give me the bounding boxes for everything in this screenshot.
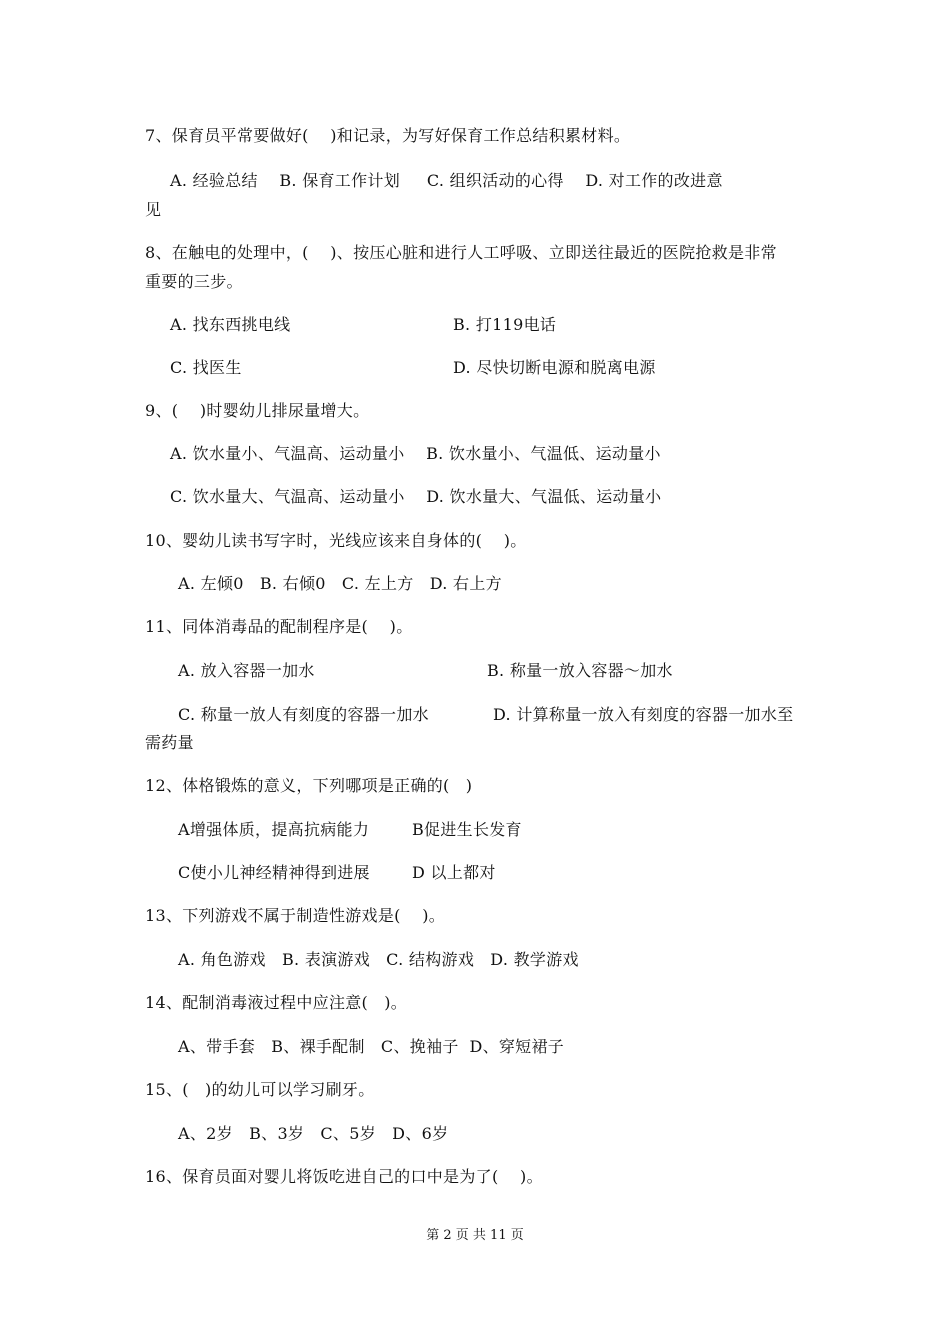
question-8-stem-wrap: 重要的三步。	[145, 272, 243, 291]
question-14-stem: 14、配制消毒液过程中应注意( )。	[145, 993, 408, 1012]
question-8-option-b: B. 打119电话	[453, 315, 557, 334]
question-12-option-d: D 以上都对	[412, 863, 496, 882]
question-12-stem: 12、体格锻炼的意义，下列哪项是正确的( )	[145, 776, 473, 795]
question-11-option-d: D. 计算称量一放入有刻度的容器一加水至	[493, 705, 794, 724]
page-number-footer: 第 2 页 共 11 页	[426, 1228, 524, 1243]
question-15-stem: 15、( )的幼儿可以学习刷牙。	[145, 1080, 375, 1099]
question-8-option-c: C. 找医生	[170, 358, 242, 377]
question-11-option-c: C. 称量一放人有刻度的容器一加水	[178, 705, 429, 724]
question-9-options-cd: C. 饮水量大、气温高、运动量小 D. 饮水量大、气温低、运动量小	[170, 487, 662, 506]
question-12-option-a: A增强体质，提高抗病能力	[178, 820, 370, 839]
question-11-stem: 11、同体消毒品的配制程序是( )。	[145, 617, 413, 636]
question-15-options: A、2岁 B、3岁 C、5岁 D、6岁	[178, 1124, 449, 1143]
question-10-options: A. 左倾0 B. 右倾0 C. 左上方 D. 右上方	[178, 574, 502, 593]
question-9-options-ab: A. 饮水量小、气温高、运动量小 B. 饮水量小、气温低、运动量小	[170, 444, 661, 463]
question-16-stem: 16、保育员面对婴儿将饭吃进自己的口中是为了( )。	[145, 1167, 543, 1186]
question-7-options: A. 经验总结 B. 保育工作计划 C. 组织活动的心得 D. 对工作的改进意	[170, 171, 723, 190]
question-7-stem: 7、保育员平常要做好( )和记录，为写好保育工作总结积累材料。	[145, 126, 631, 145]
question-11-option-a: A. 放入容器一加水	[178, 661, 315, 680]
question-8-option-d: D. 尽快切断电源和脱离电源	[453, 358, 656, 377]
question-13-options: A. 角色游戏 B. 表演游戏 C. 结构游戏 D. 教学游戏	[178, 950, 579, 969]
question-9-stem: 9、( )时婴幼儿排尿量增大。	[145, 401, 370, 420]
question-10-stem: 10、婴幼儿读书写字时，光线应该来自身体的( )。	[145, 531, 527, 550]
question-14-options: A、带手套 B、裸手配制 C、挽袖子 D、穿短裙子	[178, 1037, 565, 1056]
question-11-option-d-wrap: 需药量	[145, 733, 194, 752]
question-8-stem: 8、在触电的处理中，( )、按压心脏和进行人工呼吸、立即送往最近的医院抢救是非常	[145, 243, 777, 262]
question-13-stem: 13、下列游戏不属于制造性游戏是( )。	[145, 906, 446, 925]
question-11-option-b: B. 称量一放入容器～加水	[487, 661, 673, 680]
question-7-options-wrap: 见	[145, 200, 162, 219]
question-8-option-a: A. 找东西挑电线	[170, 315, 291, 334]
question-12-option-c: C使小儿神经精神得到进展	[178, 863, 370, 882]
question-12-option-b: B促进生长发育	[412, 820, 522, 839]
